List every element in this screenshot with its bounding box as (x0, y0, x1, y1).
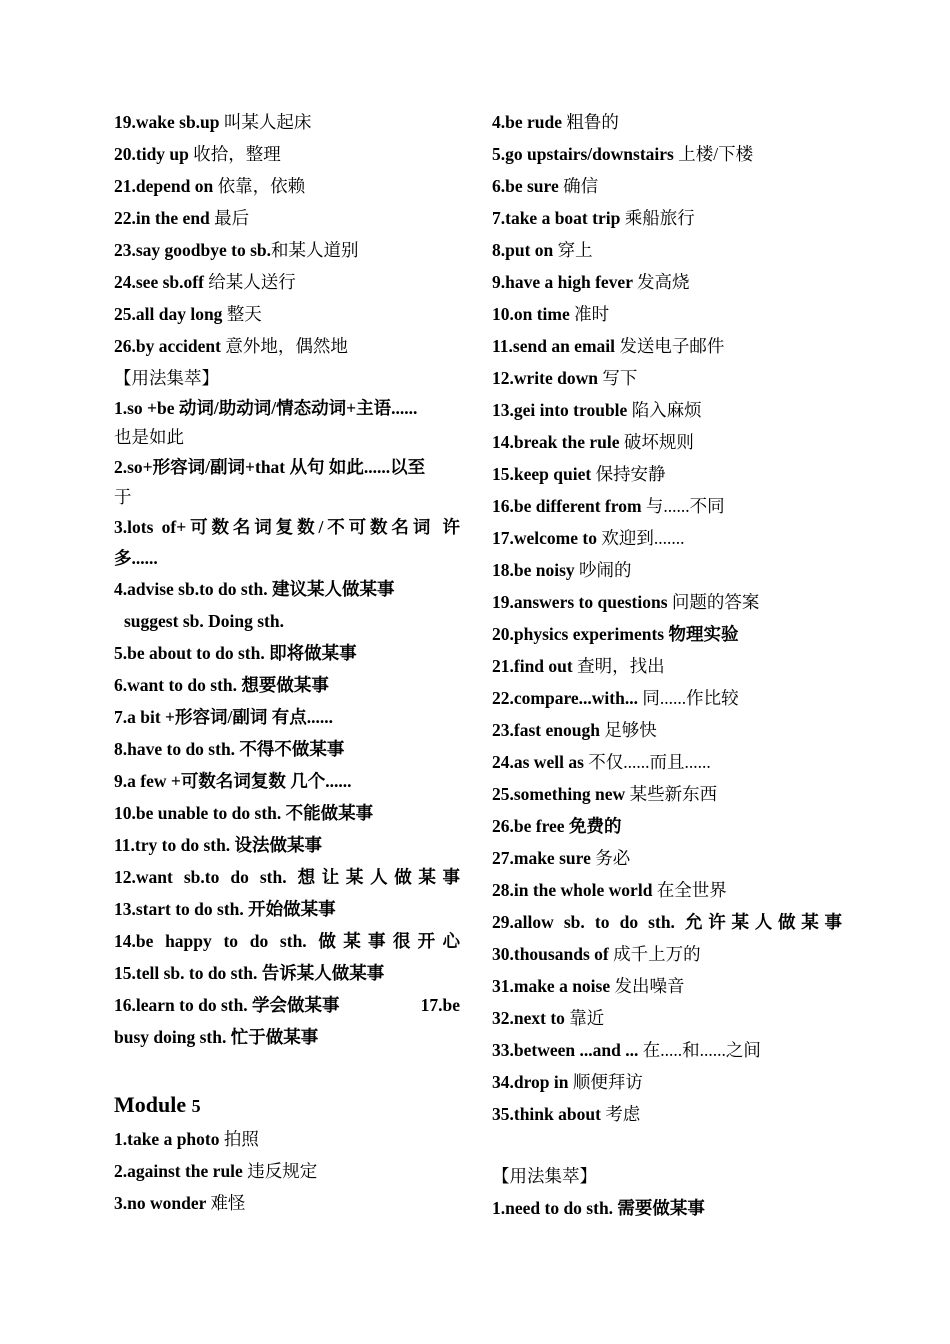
usage-line: 8.have to do sth. 不得不做某事 (114, 739, 345, 759)
phrase-line: 26.by accident 意外地，偶然地 (114, 336, 348, 356)
usage-line: 11.try to do sth. 设法做某事 (114, 835, 323, 855)
usage-line: 10.be unable to do sth. 不能做某事 (114, 803, 374, 823)
phrase-line: 9.have a high fever 发高烧 (492, 272, 690, 292)
phrase-line: 25.something new 某些新东西 (492, 784, 718, 804)
phrase-line: 11.send an email 发送电子邮件 (492, 336, 725, 356)
phrase-line: 2.against the rule 违反规定 (114, 1161, 318, 1181)
left-column (114, 106, 460, 1219)
phrase-line: 22.compare...with... 同......作比较 (492, 688, 739, 708)
phrase-line: 5.go upstairs/downstairs 上楼/下楼 (492, 144, 754, 164)
usage-line: 也是如此 (114, 427, 184, 447)
phrase-line: 10.on time 准时 (492, 304, 610, 324)
phrase-line: 1.take a photo 拍照 (114, 1129, 259, 1149)
phrase-line: 30.thousands of 成千上万的 (492, 944, 701, 964)
usage-line: 1.so +be 动词/助动词/情态动词+主语...... (114, 398, 418, 418)
phrase-line: 31.make a noise 发出噪音 (492, 976, 685, 996)
usage-line: 3.lots of+可数名词复数/不可数名词 许 (114, 517, 460, 537)
phrase-line: 19.answers to questions 问题的答案 (492, 592, 760, 612)
phrase-line: 18.be noisy 吵闹的 (492, 560, 632, 580)
phrase-line: 14.break the rule 破坏规则 (492, 432, 694, 452)
phrase-line: 13.gei into trouble 陷入麻烦 (492, 400, 702, 420)
phrase-line: 33.between ...and ... 在.....和......之间 (492, 1040, 761, 1060)
usage-line: 4.advise sb.to do sth. 建议某人做某事 (114, 579, 395, 599)
phrase-line: 3.no wonder 难怪 (114, 1193, 246, 1213)
usage-line: 5.be about to do sth. 即将做某事 (114, 643, 357, 663)
usage-line: 14.be happy to do sth. 做某事很开心 (114, 931, 460, 951)
usage-line: 16.learn to do sth. 学会做某事 17.be (114, 995, 460, 1015)
phrase-line: 27.make sure 务必 (492, 848, 631, 868)
usage-line: 多...... (114, 548, 158, 568)
spacer (492, 1130, 842, 1160)
usage-heading: 【用法集萃】 (492, 1166, 597, 1186)
usage-heading: 【用法集萃】 (114, 368, 219, 388)
phrase-line: 20.tidy up 收拾，整理 (114, 144, 281, 164)
usage-line: 9.a few +可数名词复数 几个...... (114, 771, 352, 791)
phrase-line: 24.as well as 不仅......而且...... (492, 752, 711, 772)
right-column (492, 106, 842, 1224)
phrase-line: 12.write down 写下 (492, 368, 638, 388)
phrase-line: 21.find out 查明，找出 (492, 656, 665, 676)
usage-line: 6.want to do sth. 想要做某事 (114, 675, 329, 695)
phrase-line: 8.put on 穿上 (492, 240, 593, 260)
usage-line: 7.a bit +形容词/副词 有点...... (114, 707, 334, 727)
usage-line: 13.start to do sth. 开始做某事 (114, 899, 336, 919)
usage-line: suggest sb. Doing sth. (124, 611, 284, 631)
phrase-line: 29.allow sb. to do sth. 允许某人做某事 (492, 912, 842, 932)
usage-line: 12.want sb.to do sth. 想让某人做某事 (114, 867, 460, 887)
phrase-line: 15.keep quiet 保持安静 (492, 464, 666, 484)
phrase-line: 28.in the whole world 在全世界 (492, 880, 727, 900)
usage-line: 15.tell sb. to do sth. 告诉某人做某事 (114, 963, 385, 983)
phrase-line: 22.in the end 最后 (114, 208, 250, 228)
module-heading: Module 5 (114, 1092, 201, 1117)
phrase-line: 23.fast enough 足够快 (492, 720, 657, 740)
usage-line: 2.so+形容词/副词+that 从句 如此......以至 (114, 457, 426, 477)
phrase-line: 35.think about 考虑 (492, 1104, 641, 1124)
usage-line: 于 (114, 487, 132, 507)
phrase-line: 34.drop in 顺便拜访 (492, 1072, 643, 1092)
phrase-line: 16.be different from 与......不同 (492, 496, 725, 516)
phrase-line: 23.say goodbye to sb.和某人道别 (114, 240, 359, 260)
phrase-line: 32.next to 靠近 (492, 1008, 605, 1028)
spacer (114, 1053, 460, 1087)
phrase-line: 26.be free 免费的 (492, 816, 622, 836)
usage-line: busy doing sth. 忙于做某事 (114, 1027, 319, 1047)
phrase-line: 21.depend on 依靠，依赖 (114, 176, 306, 196)
phrase-line: 20.physics experiments 物理实验 (492, 624, 739, 644)
phrase-line: 4.be rude 粗鲁的 (492, 112, 619, 132)
phrase-line: 24.see sb.off 给某人送行 (114, 272, 296, 292)
phrase-line: 6.be sure 确信 (492, 176, 599, 196)
usage-line: 1.need to do sth. 需要做某事 (492, 1198, 705, 1218)
phrase-line: 17.welcome to 欢迎到....... (492, 528, 685, 548)
phrase-line: 25.all day long 整天 (114, 304, 262, 324)
phrase-line: 7.take a boat trip 乘船旅行 (492, 208, 695, 228)
phrase-line: 19.wake sb.up 叫某人起床 (114, 112, 312, 132)
